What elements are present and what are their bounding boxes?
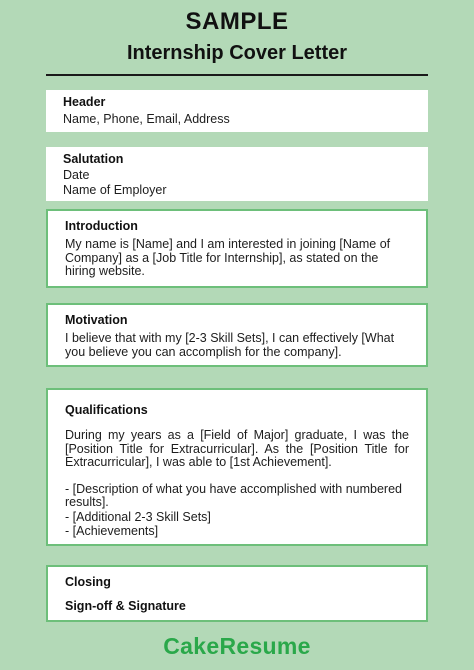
motivation-text: I believe that with my [2-3 Skill Sets], I can effectively [What you believe you can accomplish for the company]. xyxy=(65,331,395,359)
qualifications-section xyxy=(46,388,428,546)
document-subtitle: Internship Cover Letter xyxy=(126,42,348,64)
qualifications-bullet: - [Additional 2-3 Skill Sets] xyxy=(65,509,211,524)
closing-section xyxy=(46,565,428,622)
title-divider xyxy=(46,74,428,76)
salutation-employer-line: Name of Employer xyxy=(63,182,167,197)
header-section-title: Header xyxy=(63,95,106,109)
introduction-section-title: Introduction xyxy=(65,219,138,233)
closing-signoff: Sign-off & Signature xyxy=(65,599,186,613)
salutation-section-title: Salutation xyxy=(63,152,124,166)
qualifications-section-title: Qualifications xyxy=(65,403,148,417)
salutation-section xyxy=(46,147,428,201)
closing-section-title: Closing xyxy=(65,575,111,589)
introduction-text: My name is [Name] and I am interested in joining [Name of Company] as a [Job Title for Internship], as stated on the hiring website. xyxy=(65,237,391,278)
qualifications-bullet: - [Description of what you have accomplished with numbered results]. xyxy=(65,481,402,509)
header-section-line: Name, Phone, Email, Address xyxy=(63,112,230,126)
motivation-section-title: Motivation xyxy=(65,313,128,327)
salutation-date-line: Date xyxy=(63,168,90,182)
motivation-section xyxy=(46,303,428,367)
brand-logo: CakeResume xyxy=(163,633,311,659)
document-title: SAMPLE xyxy=(185,8,289,35)
header-section xyxy=(46,90,428,132)
introduction-section xyxy=(46,209,428,288)
qualifications-paragraph: During my years as a [Field of Major] graduate, I was the [Position Title for Extracurricular]. As the [Position Title for Extracurricular], I was able to [1st Achievement]. xyxy=(65,428,409,469)
qualifications-bullet: - [Achievements] xyxy=(65,524,159,538)
